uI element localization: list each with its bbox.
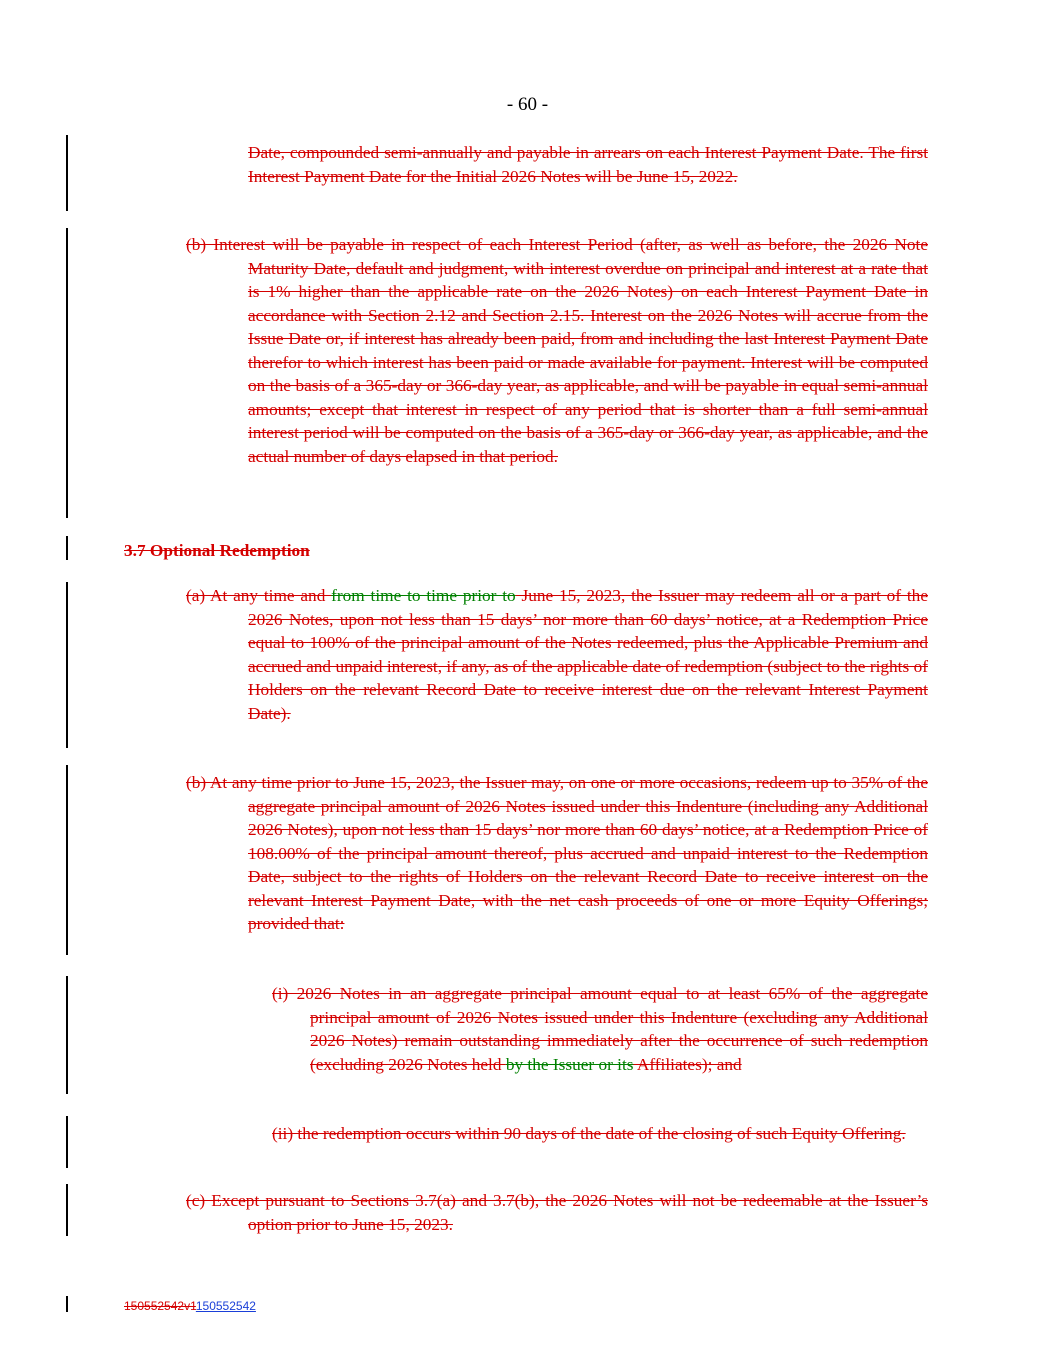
change-bar <box>66 1184 68 1236</box>
paragraph-redemption-b: (b) At any time prior to June 15, 2023, the Issuer may, on one or more occasions, redeem up to 35% of the aggregate principal amount of 2026 Notes issued under this Indenture (including any Additional 2026 Notes), upon not less than 15 days’ nor more than 60 days’ notice, at a Redemption Price of 108.00% of the principal amount thereof, plus accrued and unpaid interest to the Redemption Date, subject to the rights of Holders on the relevant Record Date to receive interest on the relevant Interest Payment Date, with the net cash proceeds of one or more Equity Offerings; provided that: <box>186 773 928 933</box>
change-bar <box>66 1116 68 1168</box>
new-document-id: 150552542 <box>195 1299 256 1313</box>
text-deleted: Affiliates); and <box>633 1054 742 1074</box>
change-bar <box>66 976 68 1094</box>
text-deleted: (a) At any time and <box>186 586 332 605</box>
document-id-footer <box>124 1299 256 1313</box>
change-bar <box>66 582 68 748</box>
text-moved: by the Issuer or its <box>505 1054 634 1074</box>
paragraph-interest-b: (b) Interest will be payable in respect of each Interest Period (after, as well as before, the 2026 Note Maturity Date, default and judgment, with interest overdue on principal and interest at a rate that is 1% higher than the applicable rate on the 2026 Notes) on each Interest Payment Date in accordance with Section 2.12 and Section 2.15. Interest on the 2026 Notes will accrue from the Issue Date or, if interest has already been paid, from and including the last Interest Payment Date therefor to which interest has been paid or made available for payment. Interest will be computed on the basis of a 365-day or 366-day year, as applicable, and will be payable in equal semi-annual amounts; except that interest in respect of any period that is shorter than a full semi-annual interest period will be computed on the basis of a 365-day or 366-day year, as applicable, and the actual number of days elapsed in that period. <box>186 235 928 466</box>
text-moved: from time to time prior to <box>331 586 516 605</box>
paragraph-clause-ii: (ii) the redemption occurs within 90 days of the date of the closing of such Equity Offering. <box>272 1124 906 1143</box>
paragraph-clause-i <box>272 982 928 1076</box>
change-bar <box>66 536 68 560</box>
change-bar <box>66 135 68 211</box>
old-document-id: 150552542v1 <box>124 1299 196 1313</box>
text-deleted: June 15, 2023, the Issuer may redeem all or a part of the 2026 Notes, upon not less than 15 days’ nor more than 60 days’ notice, at a Redemption Price equal to 100% of the principal amount of the Notes redeemed, plus the Applicable Premium and accrued and unpaid interest, if any, as of the applicable date of redemption (subject to the rights of Holders on the relevant Record Date to receive interest due on the relevant Interest Payment Date). <box>248 586 928 723</box>
paragraph-continuation: Date, compounded semi-annually and payable in arrears on each Interest Payment Date. The first Interest Payment Date for the Initial 2026 Notes will be June 15, 2022. <box>248 143 928 186</box>
page-number: - 60 - <box>506 94 549 115</box>
change-bar <box>66 1296 68 1312</box>
paragraph-redemption-c: (c) Except pursuant to Sections 3.7(a) and 3.7(b), the 2026 Notes will not be redeemable at the Issuer’s option prior to June 15, 2023. <box>186 1191 928 1234</box>
text-deleted: (i) 2026 Notes in an aggregate principal amount equal to at least 65% of the aggregate principal amount of 2026 Notes issued under this Indenture (excluding any Additional 2026 Notes) remain outstanding immediately after the occurrence of such redemption (excluding 2026 Notes held <box>272 984 928 1074</box>
paragraph-redemption-a <box>186 584 928 725</box>
change-bar <box>66 228 68 518</box>
change-bar <box>66 765 68 955</box>
section-heading: 3.7 Optional Redemption <box>124 541 310 560</box>
